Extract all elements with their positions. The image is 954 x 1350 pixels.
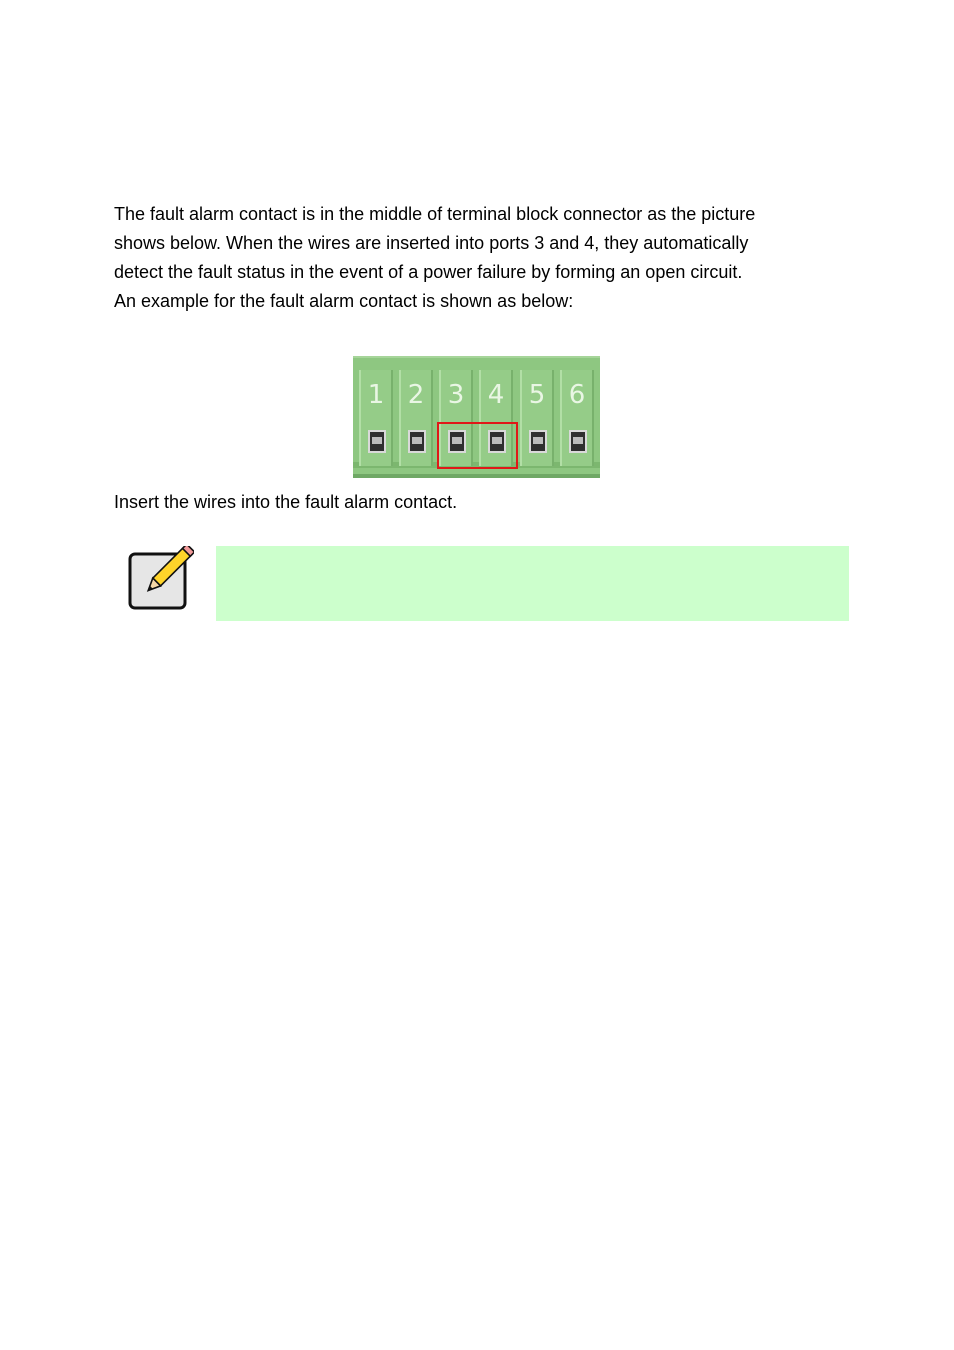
pin-number: 5: [528, 380, 546, 410]
pin-hole: [529, 430, 547, 453]
intro-line: The fault alarm contact is in the middle of terminal block connector as the picture: [114, 204, 756, 224]
terminal-block-image: [353, 356, 600, 478]
intro-line: shows below. When the wires are inserted into ports 3 and 4, they automatically: [114, 233, 749, 253]
terminal-pin-1: [359, 370, 393, 466]
fault-alarm-highlight: [437, 422, 518, 469]
caption-text: Insert the wires into the fault alarm contact.: [114, 492, 458, 512]
pin-hole: [569, 430, 587, 453]
note-box: [216, 546, 849, 621]
pin-number: 1: [367, 380, 385, 410]
pin-hole: [408, 430, 426, 453]
pin-number: 4: [487, 380, 505, 410]
terminal-pin-5: [520, 370, 554, 466]
pin-number: 2: [407, 380, 425, 410]
intro-line: detect the fault status in the event of a power failure by forming an open circuit.: [114, 262, 743, 282]
intro-paragraph: [114, 200, 844, 316]
pin-number: 6: [568, 380, 586, 410]
pin-number: 3: [447, 380, 465, 410]
pin-hole: [368, 430, 386, 453]
terminal-pin-2: [399, 370, 433, 466]
pencil-note-icon: [126, 546, 194, 612]
intro-line: An example for the fault alarm contact is shown as below:: [114, 291, 574, 311]
terminal-pin-6: [560, 370, 594, 466]
